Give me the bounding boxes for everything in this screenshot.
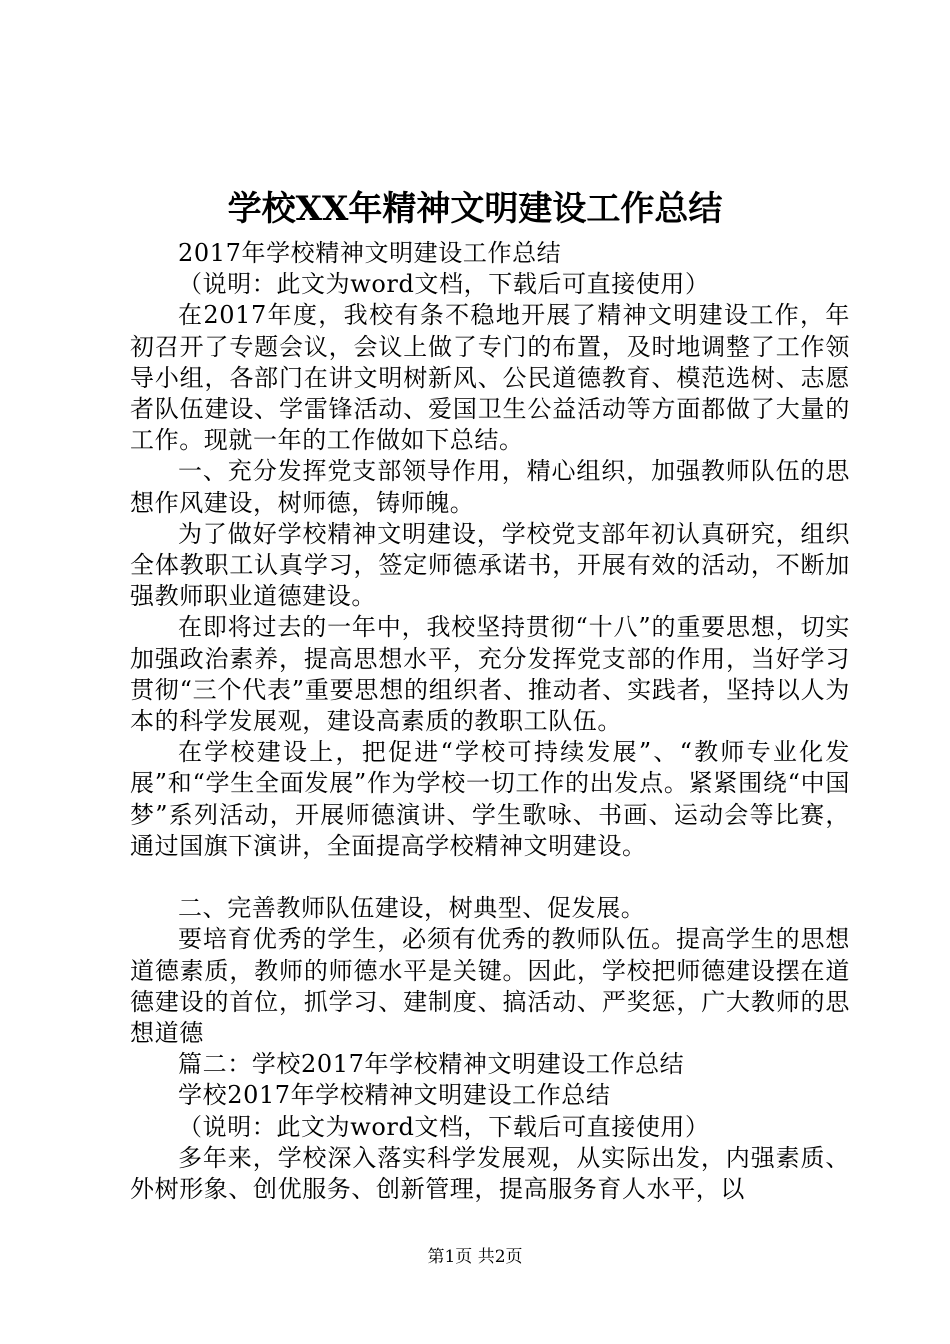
section-heading-2: 二、完善教师队伍建设，树典型、促发展。 <box>178 894 646 923</box>
document-title: 学校XX年精神文明建设工作总结 <box>227 189 723 229</box>
part-two-subtitle: 学校2017年学校精神文明建设工作总结 <box>178 1081 611 1110</box>
document-body <box>130 238 850 1205</box>
body-paragraph: 多年来，学校深入落实科学发展观，从实际出发，内强素质、外树形象、创优服务、创新管理，提高服务育人水平，以 <box>130 1143 850 1204</box>
subtitle-paragraph: 2017年学校精神文明建设工作总结 <box>178 239 562 267</box>
part-two-heading: 篇二：学校2017年学校精神文明建设工作总结 <box>178 1050 685 1079</box>
body-paragraph: 在学校建设上，把促进“学校可持续发展”、“教师专业化发展”和“学生全面发展”作为学校一切工作的出发点。紧紧围绕“中国梦”系列活动，开展师德演讲、学生歌咏、书画、运动会等比赛，通过国旗下演讲，全面提高学校精神文明建设。 <box>130 738 850 860</box>
paragraph-gap <box>130 862 850 893</box>
note-paragraph: （说明：此文为word文档，下载后可直接使用） <box>178 270 710 299</box>
body-paragraph: 为了做好学校精神文明建设，学校党支部年初认真研究，组织全体教职工认真学习，签定师德承诺书，开展有效的活动，不断加强教师职业道德建设。 <box>130 519 850 611</box>
page-footer: 第1页 共2页 <box>427 1247 523 1267</box>
body-paragraph: 在即将过去的一年中，我校坚持贯彻“十八”的重要思想，切实加强政治素养，提高思想水平，充分发挥党支部的作用，当好学习贯彻“三个代表”重要思想的组织者、推动者、实践者，坚持以人为本的科学发展观，建设高素质的教职工队伍。 <box>130 613 850 736</box>
intro-paragraph: 在2017年度，我校有条不稳地开展了精神文明建设工作，年初召开了专题会议，会议上做了专门的布置，及时地调整了工作领导小组，各部门在讲文明树新风、公民道德教育、模范选树、志愿者队伍建设、学雷锋活动、爱国卫生公益活动等方面都做了大量的工作。现就一年的工作做如下总结。 <box>130 301 850 455</box>
section-heading-1: 一、充分发挥党支部领导作用，精心组织，加强教师队伍的思想作风建设，树师德，铸师魄。 <box>130 457 850 517</box>
note-paragraph: （说明：此文为word文档，下载后可直接使用） <box>178 1112 710 1141</box>
body-paragraph: 要培育优秀的学生，必须有优秀的教师队伍。提高学生的思想道德素质，教师的师德水平是关键。因此，学校把师德建设摆在道德建设的首位，抓学习、建制度、搞活动、严奖惩，广大教师的思想道德 <box>130 925 850 1048</box>
